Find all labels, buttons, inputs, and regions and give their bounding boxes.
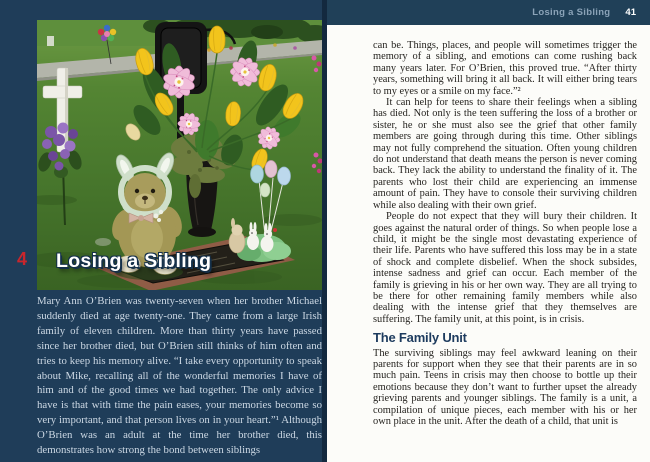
right-page-body	[373, 40, 637, 427]
left-page	[0, 0, 322, 462]
running-header	[327, 0, 650, 25]
running-title: Losing a Sibling	[532, 7, 611, 18]
section-heading: The Family Unit	[373, 330, 467, 346]
page-number: 41	[625, 7, 636, 18]
body-paragraph: can be. Things, places, and people will sometimes trigger the memory of a sibling, and emotions can come rushing back many years later. For O’Brien, this proved true. “After thirty years, something will bring it all back. It will either bring tears to my eyes or a smile on my face.”²	[373, 40, 637, 97]
body-paragraph: People do not expect that they will bury their children. It goes against the natural order of things. So when people lose a child, it might be the single most devastating experience of their life. Parents who have suffered this loss may be in a state of shock and complete disbelief. When the shock subsides, intense sadness and grief can occur. Each member of the family is grieving in his or her own way. They are all trying to be there for other remaining family members while also dealing with the intense grief that they themselves are suffering. The family unit, at this point, is in crisis.	[373, 211, 637, 325]
left-body-paragraph: Mary Ann O’Brien was twenty-seven when her brother Michael suddenly died at age twenty-one. They came from a large Irish family of eleven children. More than thirty years have passed since her brother died, but O’Brien still thinks of him often and tries to keep his memory alive. “I take every opportunity to speak about Mike, recalling all of the wonderful memories I have of him and of the good times we had together. The only advice I have is that with time the pain eases, your memories become so very important, and that person lives on in your heart.”¹ Although O’Brien was an adult at the time her brother died, this demonstrates how strong the bond between siblings	[37, 295, 322, 457]
chapter-number: 4	[17, 249, 28, 269]
left-page-body	[37, 294, 322, 458]
right-page	[327, 0, 650, 462]
body-paragraph: It can help for teens to share their feelings when a sibling has died. Not only is the teen suffering the loss of a brother or sister, he or she must also see the grief that other family members are going through during this time. Other siblings may not fully comprehend the situation. Often young children do not understand that death means the person is never coming back. They lack the ability to understand the finality of it. The parents who lost their child are experiencing an immense amount of pain. They have to console their surviving children while also dealing with their own grief.	[373, 97, 637, 211]
chapter-title: Losing a Sibling	[56, 250, 212, 272]
body-paragraph: The surviving siblings may feel awkward leaning on their parents for support when they see that their parents are in so much pain. Teens in crisis may then choose to bottle up their emotions because they don’t want to further upset the already grieving parents and younger siblings. The family is a unit, a compilation of unique pieces, each member with his or her own place in the unit. After the death of a child, that unit is	[373, 347, 637, 427]
